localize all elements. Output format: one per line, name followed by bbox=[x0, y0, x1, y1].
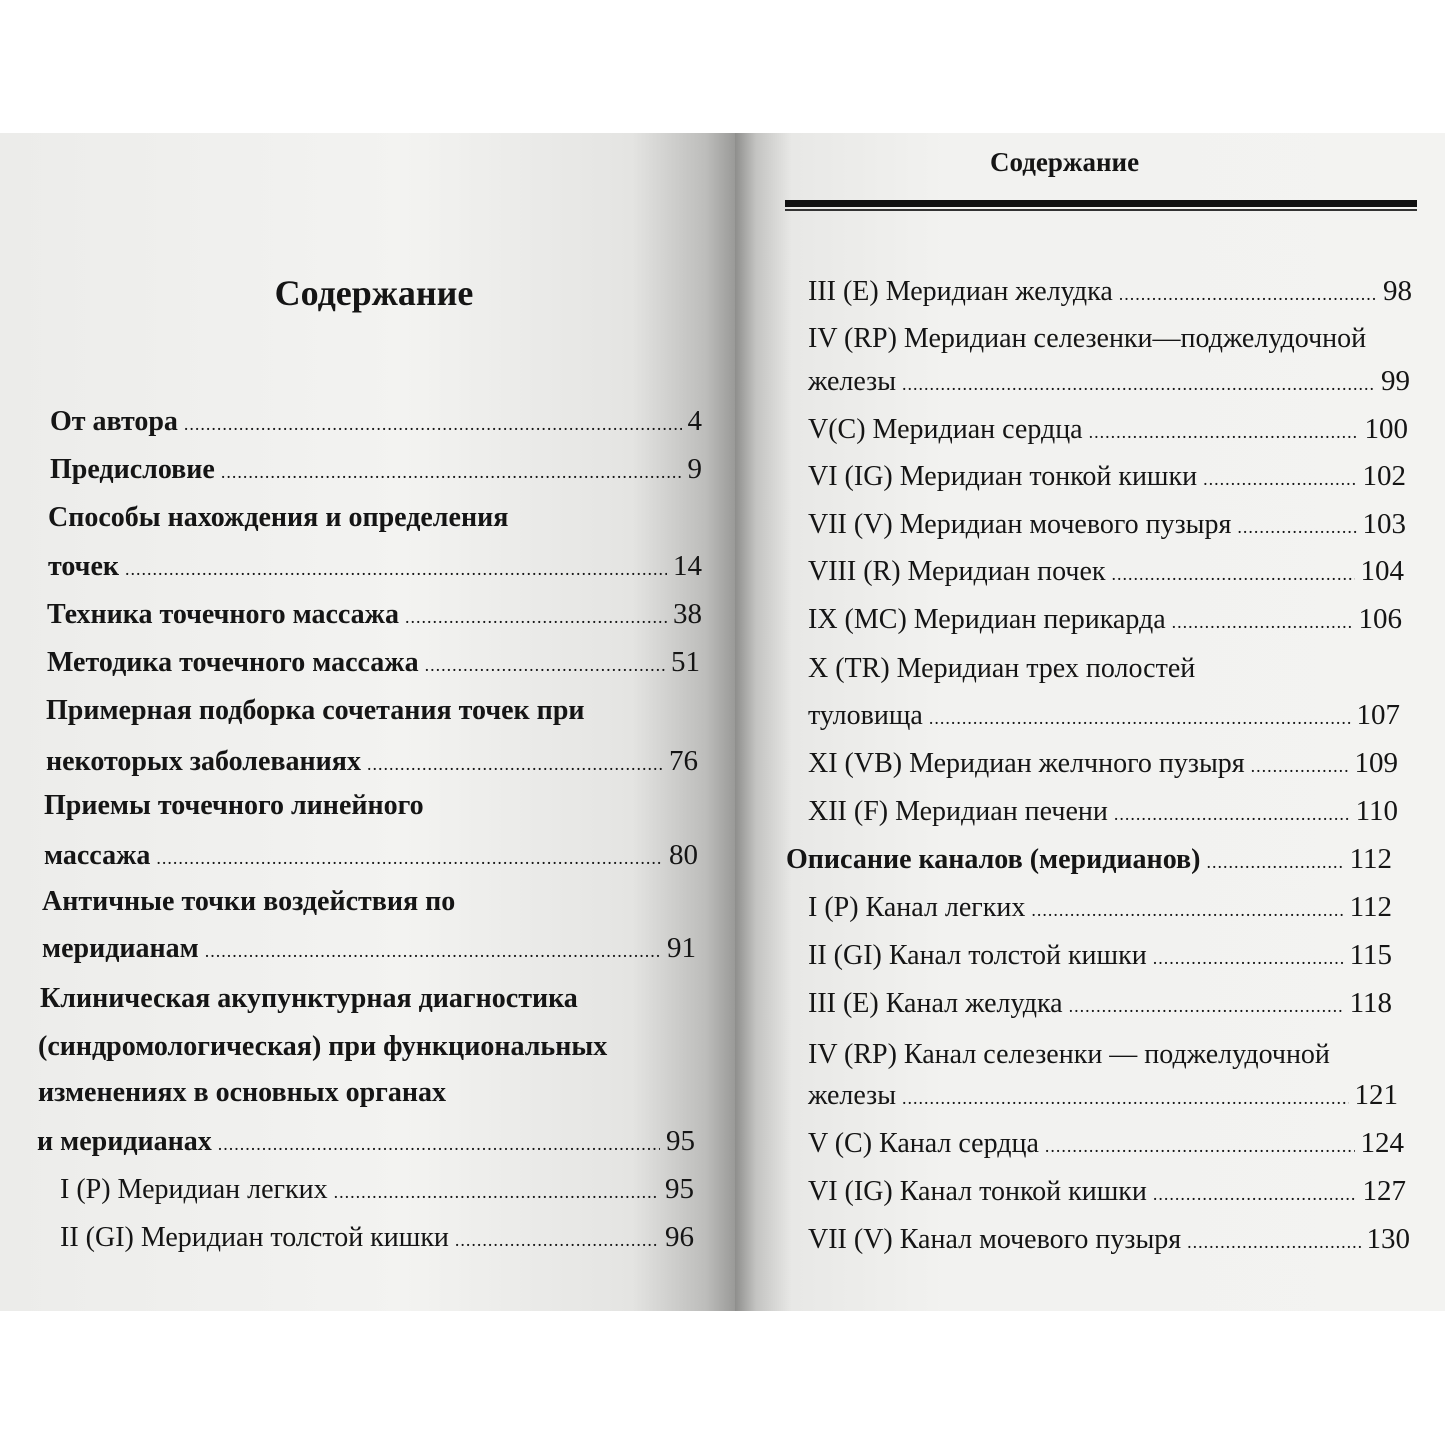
entry-title: туловища bbox=[808, 700, 923, 731]
toc-entry[interactable] bbox=[808, 270, 1412, 312]
entry-title: точек bbox=[48, 551, 120, 582]
dot-leader bbox=[1237, 506, 1356, 548]
dot-leader bbox=[1069, 985, 1344, 1027]
page-title: Содержание bbox=[274, 273, 474, 313]
entry-title-line: X (TR) Меридиан трех полостей bbox=[808, 653, 1196, 684]
entry-title: VII (V) Канал мочевого пузыря bbox=[808, 1224, 1182, 1255]
entry-title: От автора bbox=[50, 406, 178, 437]
entry-title: III (E) Меридиан желудка bbox=[808, 276, 1113, 307]
entry-title-line: изменениях в основных органах bbox=[38, 1077, 446, 1108]
dot-leader bbox=[1203, 458, 1356, 500]
dot-leader bbox=[1111, 553, 1354, 595]
entry-page: 112 bbox=[1349, 843, 1392, 875]
entry-title: Описание каналов (меридианов) bbox=[786, 844, 1201, 875]
dot-leader bbox=[1172, 601, 1353, 643]
header-rule-thin bbox=[785, 209, 1417, 211]
entry-page: 102 bbox=[1362, 460, 1406, 492]
toc-entry[interactable] bbox=[808, 1122, 1404, 1164]
toc-entry[interactable] bbox=[808, 742, 1398, 784]
toc-entry[interactable] bbox=[808, 550, 1404, 592]
entry-title-line: IV (RP) Канал селезенки — поджелудочной bbox=[808, 1039, 1330, 1070]
toc-entry[interactable] bbox=[808, 408, 1408, 450]
dot-leader bbox=[1119, 273, 1377, 315]
entry-page: 95 bbox=[666, 1125, 695, 1157]
dot-leader bbox=[425, 644, 665, 686]
toc-entry[interactable] bbox=[808, 934, 1392, 976]
entry-page: 9 bbox=[687, 453, 702, 485]
entry-page: 80 bbox=[669, 839, 698, 871]
entry-page: 115 bbox=[1349, 939, 1392, 971]
toc-entry[interactable] bbox=[808, 790, 1398, 832]
entry-title: меридианам bbox=[42, 933, 199, 964]
entry-title-line: Примерная подборка сочетания точек при bbox=[46, 695, 585, 726]
toc-entry[interactable] bbox=[808, 1170, 1406, 1212]
entry-title: и меридианах bbox=[37, 1126, 212, 1157]
toc-entry[interactable] bbox=[60, 1216, 694, 1258]
toc-entry[interactable] bbox=[808, 1074, 1398, 1116]
toc-entry[interactable] bbox=[44, 834, 698, 876]
entry-page: 127 bbox=[1362, 1175, 1406, 1207]
entry-page: 107 bbox=[1356, 699, 1400, 731]
entry-page: 99 bbox=[1381, 365, 1410, 397]
dot-leader bbox=[902, 363, 1375, 405]
dot-leader bbox=[1153, 1173, 1357, 1215]
entry-title: железы bbox=[808, 366, 897, 397]
dot-leader bbox=[218, 1123, 660, 1165]
entry-title: I (P) Меридиан легких bbox=[60, 1174, 328, 1205]
entry-title: некоторых заболеваниях bbox=[46, 746, 361, 777]
dot-leader bbox=[455, 1219, 659, 1261]
dot-leader bbox=[405, 596, 667, 638]
entry-page: 109 bbox=[1354, 747, 1398, 779]
entry-page: 91 bbox=[667, 932, 696, 964]
entry-page: 121 bbox=[1354, 1079, 1398, 1111]
entry-title-line: Клиническая акупунктурная диагностика bbox=[40, 983, 578, 1014]
dot-leader bbox=[184, 403, 682, 445]
entry-title-line: Способы нахождения и определения bbox=[48, 502, 509, 533]
dot-leader bbox=[1153, 937, 1344, 979]
dot-leader bbox=[205, 930, 661, 972]
entry-page: 112 bbox=[1349, 891, 1392, 923]
entry-page: 106 bbox=[1358, 603, 1402, 635]
dot-leader bbox=[1251, 745, 1349, 787]
dot-leader bbox=[1206, 841, 1343, 883]
header-rule bbox=[785, 200, 1417, 207]
toc-entry[interactable] bbox=[808, 982, 1392, 1024]
dot-leader bbox=[902, 1077, 1348, 1119]
dot-leader bbox=[156, 837, 663, 879]
entry-title: Техника точечного массажа bbox=[47, 599, 399, 630]
entry-title-line: IV (RP) Меридиан селезенки—поджелудочной bbox=[808, 323, 1367, 354]
dot-leader bbox=[1045, 1125, 1355, 1167]
toc-entry[interactable] bbox=[786, 838, 1392, 880]
toc-entry[interactable] bbox=[808, 455, 1406, 497]
toc-entry[interactable] bbox=[46, 740, 698, 782]
toc-entry[interactable] bbox=[808, 694, 1400, 736]
running-head: Содержание bbox=[990, 147, 1140, 177]
entry-title: VIII (R) Меридиан почек bbox=[808, 556, 1106, 587]
entry-title: железы bbox=[808, 1080, 897, 1111]
entry-page: 130 bbox=[1366, 1223, 1410, 1255]
entry-title: I (P) Канал легких bbox=[808, 892, 1026, 923]
entry-page: 4 bbox=[687, 405, 702, 437]
entry-title: XI (VB) Меридиан желчного пузыря bbox=[808, 748, 1245, 779]
toc-entry[interactable] bbox=[808, 1218, 1410, 1260]
entry-title: Методика точечного массажа bbox=[47, 647, 419, 678]
entry-page: 14 bbox=[673, 550, 702, 582]
entry-title: III (E) Канал желудка bbox=[808, 988, 1063, 1019]
entry-page: 103 bbox=[1362, 508, 1406, 540]
toc-entry[interactable] bbox=[50, 448, 702, 490]
toc-entry[interactable] bbox=[808, 886, 1392, 928]
dot-leader bbox=[367, 743, 663, 785]
toc-entry[interactable] bbox=[60, 1168, 694, 1210]
entry-title: IX (MC) Меридиан перикарда bbox=[808, 604, 1166, 635]
dot-leader bbox=[125, 548, 667, 590]
toc-entry[interactable] bbox=[47, 641, 700, 683]
dot-leader bbox=[1187, 1221, 1360, 1263]
entry-page: 51 bbox=[671, 646, 700, 678]
toc-entry[interactable] bbox=[42, 927, 696, 969]
toc-entry[interactable] bbox=[47, 593, 702, 635]
entry-page: 98 bbox=[1383, 275, 1412, 307]
entry-title: V(C) Меридиан сердца bbox=[808, 414, 1083, 445]
entry-title-line: Античные точки воздействия по bbox=[42, 886, 456, 917]
dot-leader bbox=[929, 697, 1351, 739]
toc-entry[interactable] bbox=[50, 400, 702, 442]
entry-title: VI (IG) Канал тонкой кишки bbox=[808, 1176, 1147, 1207]
entry-title: массажа bbox=[44, 840, 151, 871]
dot-leader bbox=[221, 451, 682, 493]
entry-page: 96 bbox=[665, 1221, 694, 1253]
entry-title-line: Приемы точечного линейного bbox=[44, 790, 424, 821]
toc-entry[interactable] bbox=[48, 545, 702, 587]
entry-page: 124 bbox=[1360, 1127, 1404, 1159]
entry-title-line: (синдромологическая) при функциональных bbox=[38, 1031, 608, 1062]
dot-leader bbox=[334, 1171, 659, 1213]
entry-title: XII (F) Меридиан печени bbox=[808, 796, 1108, 827]
toc-entry[interactable] bbox=[808, 360, 1410, 402]
entry-page: 95 bbox=[665, 1173, 694, 1205]
toc-entry[interactable] bbox=[808, 503, 1406, 545]
entry-page: 38 bbox=[673, 598, 702, 630]
entry-page: 76 bbox=[669, 745, 698, 777]
entry-page: 104 bbox=[1360, 555, 1404, 587]
dot-leader bbox=[1089, 411, 1359, 453]
toc-entry[interactable] bbox=[37, 1120, 695, 1162]
entry-title: Предисловие bbox=[50, 454, 215, 485]
toc-entry[interactable] bbox=[808, 598, 1402, 640]
entry-title: II (GI) Меридиан толстой кишки bbox=[60, 1222, 449, 1253]
entry-page: 100 bbox=[1364, 413, 1408, 445]
entry-page: 118 bbox=[1349, 987, 1392, 1019]
entry-title: VI (IG) Меридиан тонкой кишки bbox=[808, 461, 1198, 492]
dot-leader bbox=[1031, 889, 1343, 931]
entry-title: V (C) Канал сердца bbox=[808, 1128, 1039, 1159]
entry-page: 110 bbox=[1355, 795, 1398, 827]
entry-title: VII (V) Меридиан мочевого пузыря bbox=[808, 509, 1232, 540]
entry-title: II (GI) Канал толстой кишки bbox=[808, 940, 1147, 971]
dot-leader bbox=[1114, 793, 1350, 835]
